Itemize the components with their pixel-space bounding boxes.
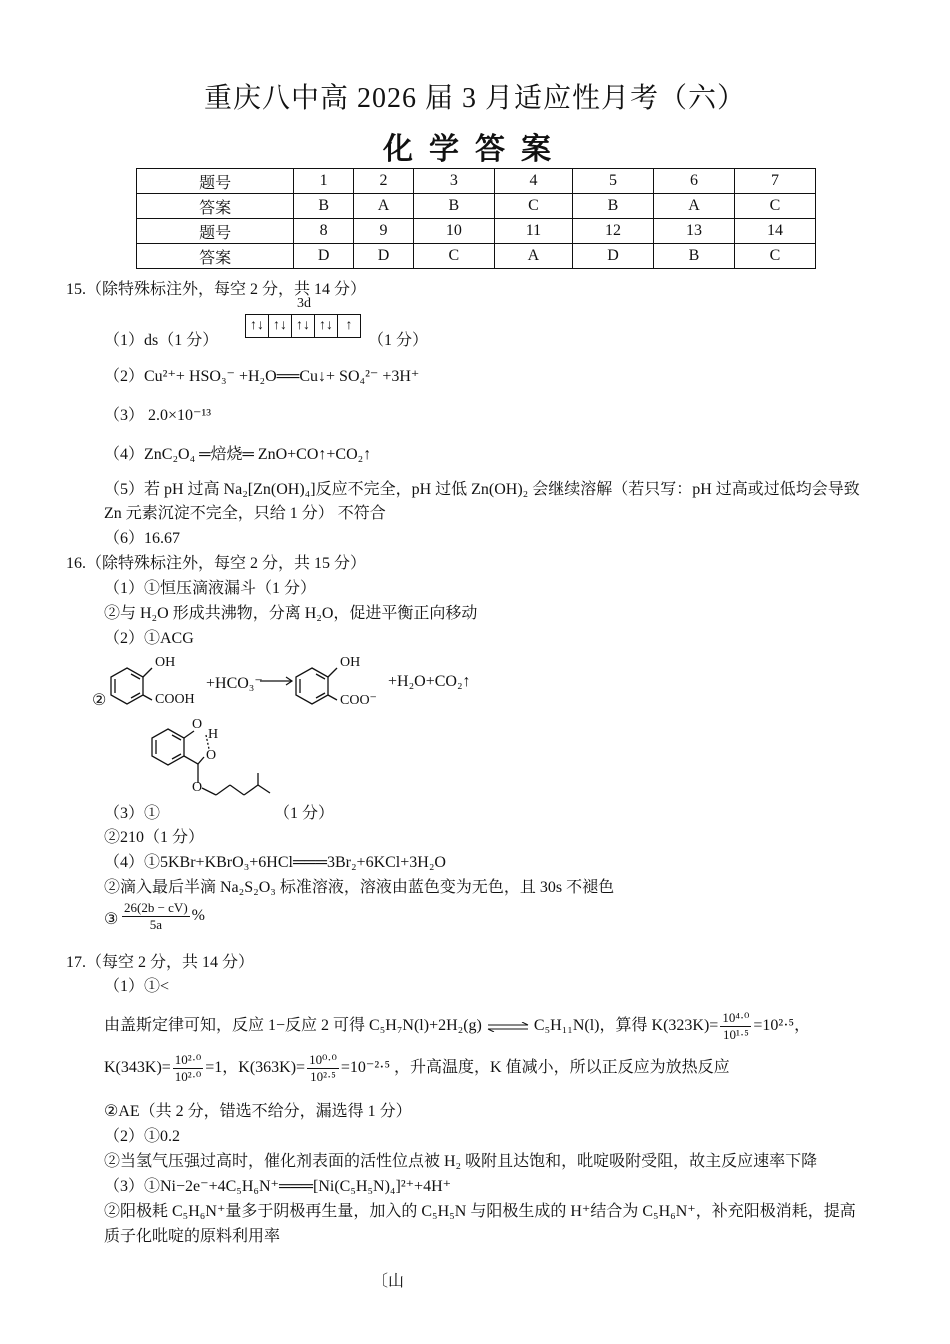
q17-p2a: （2）①0.2 <box>104 1128 181 1145</box>
table-cell: 5 <box>573 169 654 194</box>
q17-p1c: ②AE（共 2 分，错选不给分，漏选得 1 分） <box>104 1103 412 1120</box>
q16-p1a: （1）①恒压滴液漏斗（1 分） <box>104 580 317 597</box>
oh-label: OH <box>340 655 361 670</box>
table-cell: 8 <box>294 219 354 244</box>
struct-o-label: O <box>206 748 217 763</box>
table-cell: B <box>573 194 654 219</box>
q17-p3b: ②阳极耗 C₅H₆N⁺量多于阴极再生量，加入的 C₅H₅N 与阳极生成的 H⁺结合为 C₅H₆N⁺，补充阳极消耗，提高 <box>104 1203 856 1220</box>
table-cell: 6 <box>653 169 734 194</box>
table-cell: 10 <box>413 219 494 244</box>
q16-p3a-score: （1 分） <box>274 805 335 822</box>
orbital-box: ↑↓ <box>245 314 269 338</box>
orbital-diagram <box>245 314 361 338</box>
fraction-numerator: 26(2b − cV) <box>124 900 188 915</box>
k343-numerator: 10²·⁰ <box>174 1052 202 1067</box>
q16-p4b: ②滴入最后半滴 Na₂S₂O₃ 标准溶液，溶液由蓝色变为无色，且 30s 不褪色 <box>104 879 615 896</box>
oh-label: OH <box>155 655 176 670</box>
q16-heading: 16.（除特殊标注外，每空 2 分，共 15 分） <box>66 555 367 572</box>
struct-h-label: H <box>208 727 219 742</box>
k323-denominator: 10¹·⁵ <box>722 1027 749 1042</box>
table-cell: C <box>734 194 815 219</box>
q17-k-line <box>104 1052 730 1085</box>
table-row <box>137 219 816 244</box>
q16-p3a: （3）① <box>104 805 161 822</box>
table-cell: A <box>354 194 414 219</box>
q16-p3b: ②210（1 分） <box>104 829 205 846</box>
q17-p2b: ②当氢气压强过高时，催化剂表面的活性位点被 H₂ 吸附且达饱和，吡啶吸附受阻，故主反应速率下降 <box>104 1153 818 1170</box>
table-cell: B <box>413 194 494 219</box>
page-subtitle: 化学答案 <box>383 133 567 166</box>
q17-heading: 17.（每空 2 分，共 14 分） <box>66 954 255 971</box>
percent-sign: % <box>191 907 205 925</box>
q16-p1b: ②与 H₂O 形成共沸物，分离 H₂O，促进平衡正向移动 <box>104 605 478 622</box>
hess-text-2: C₅H₁₁N(l)，算得 K(323K)= <box>533 1017 719 1035</box>
orbital-box: ↑↓ <box>292 314 315 338</box>
table-cell: 13 <box>653 219 734 244</box>
orbital-box: ↑↓ <box>315 314 338 338</box>
table-cell: D <box>573 244 654 269</box>
k363-result: =10⁻²·⁵ ，升高温度，K 值减小，所以正反应为放热反应 <box>340 1059 730 1077</box>
q17-p1a: （1）①< <box>104 978 170 995</box>
table-cell: D <box>354 244 414 269</box>
table-cell: A <box>653 194 734 219</box>
purity-fraction <box>120 900 205 933</box>
orbital-box: ↑↓ <box>269 314 292 338</box>
q17-p3c: 质子化吡啶的原料利用率 <box>104 1228 281 1245</box>
circled-3: ③ <box>104 911 119 928</box>
cooh-label: COOH <box>155 692 195 707</box>
q16-p4a: （4）①5KBr+KBrO₃+6HCl═══3Br₂+6KCl+3H₂O <box>104 854 446 871</box>
row-label: 题号 <box>137 219 294 244</box>
answer-table <box>136 168 816 269</box>
k363-denominator: 10²·⁵ <box>310 1069 336 1084</box>
circled-2: ② <box>92 692 107 709</box>
k343-denominator: 10²·⁰ <box>174 1069 202 1084</box>
q15-p1-text: （1）ds（1 分） <box>104 332 219 349</box>
products-label: +H₂O+CO₂↑ <box>388 673 471 690</box>
equilibrium-arrow-icon <box>486 1022 530 1032</box>
table-cell: 3 <box>413 169 494 194</box>
footer-mark: 〔山 <box>372 1273 405 1290</box>
row-label: 答案 <box>137 244 294 269</box>
table-cell: D <box>294 244 354 269</box>
coo-label: COO⁻ <box>340 693 377 708</box>
table-cell: C <box>494 194 572 219</box>
q15-p1-score: （1 分） <box>368 332 429 349</box>
k323-result: =10²·⁵， <box>753 1017 811 1035</box>
q15-p6: （6）16.67 <box>104 530 181 547</box>
table-cell: 9 <box>354 219 414 244</box>
table-cell: B <box>653 244 734 269</box>
k343-result: =1，K(363K)= <box>205 1059 306 1077</box>
k323-numerator: 10⁴·⁰ <box>722 1010 750 1025</box>
table-row <box>137 194 816 219</box>
q15-p5-line2: Zn 元素沉淀不完全，只给 1 分） 不符合 <box>104 505 386 522</box>
q15-p3: （3） 2.0×10⁻¹³ <box>104 407 212 424</box>
table-cell: 4 <box>494 169 572 194</box>
fraction-denominator: 5a <box>149 917 162 932</box>
k343-label: K(343K)= <box>104 1059 171 1077</box>
row-label: 题号 <box>137 169 294 194</box>
table-cell: B <box>294 194 354 219</box>
table-cell: 12 <box>573 219 654 244</box>
table-row <box>137 169 816 194</box>
table-cell: 14 <box>734 219 815 244</box>
struct-o-label: O <box>192 780 203 795</box>
q16-p2a: （2）①ACG <box>104 630 194 647</box>
table-cell: C <box>413 244 494 269</box>
orbital-box: ↑ <box>338 314 361 338</box>
orbital-label: 3d <box>297 296 311 311</box>
reaction-arrow <box>260 677 292 685</box>
q17-p3a: （3）①Ni−2e⁻+4C₅H₆N⁺═══[Ni(C₅H₅N)₄]²⁺+4H⁺ <box>104 1178 452 1195</box>
table-cell: 1 <box>294 169 354 194</box>
struct-o-label: O <box>192 717 203 732</box>
hess-text: 由盖斯定律可知，反应 1−反应 2 可得 C₅H₇N(l)+2H₂(g) <box>104 1017 482 1035</box>
table-cell: 7 <box>734 169 815 194</box>
salicylic-acid-structure <box>111 668 152 704</box>
q15-p5-line1: （5）若 pH 过高 Na₂[Zn(OH)₄]反应不完全，pH 过低 Zn(OH)₂ 会继续溶解（若只写：pH 过高或过低均会导致 <box>104 481 860 498</box>
q15-p2: （2）Cu²⁺+ HSO₃⁻ +H₂O══Cu↓+ SO₄²⁻ +3H⁺ <box>104 368 420 385</box>
page-title: 重庆八中高 2026 届 3 月适应性月考（六） <box>203 83 746 114</box>
salicylate-structure <box>296 668 337 704</box>
table-cell: 11 <box>494 219 572 244</box>
bicarbonate-label: +HCO₃⁻ <box>206 675 263 692</box>
q15-heading: 15.（除特殊标注外，每空 2 分，共 14 分） <box>66 281 367 298</box>
row-label: 答案 <box>137 194 294 219</box>
table-cell: 2 <box>354 169 414 194</box>
table-cell: A <box>494 244 572 269</box>
q15-p4: （4）ZnC₂O₄ ═焙烧═ ZnO+CO↑+CO₂↑ <box>104 446 372 463</box>
q17-hess-line <box>104 1010 810 1043</box>
table-row <box>137 244 816 269</box>
k363-numerator: 10⁰·⁰ <box>309 1052 337 1067</box>
table-cell: C <box>734 244 815 269</box>
